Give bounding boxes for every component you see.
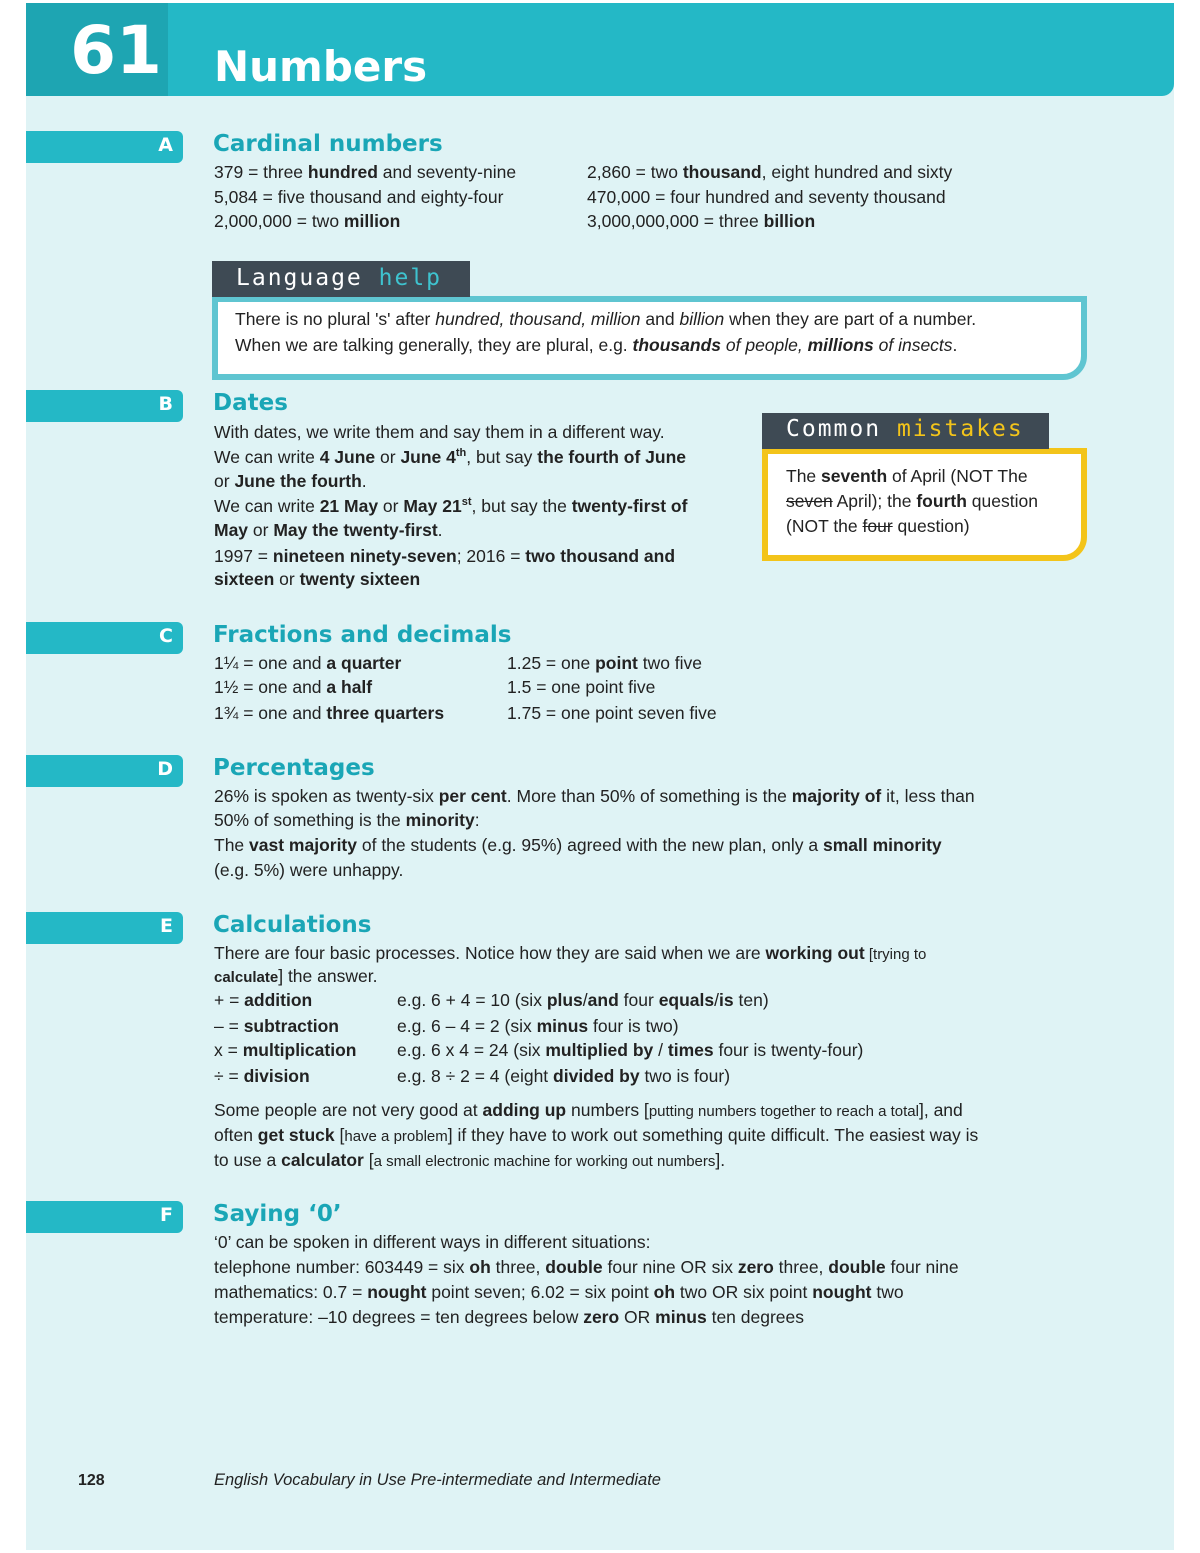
- fraction-row: 1½ = one and a half: [214, 677, 373, 697]
- common-mistakes-line: seven April); the fourth question: [786, 491, 1038, 511]
- saying-zero-line: ‘0’ can be spoken in different ways in different situations:: [214, 1232, 651, 1252]
- dates-line: or June the fourth.: [214, 471, 367, 491]
- section-letter: F: [160, 1204, 173, 1226]
- book-title: English Vocabulary in Use Pre-intermediate and Intermediate: [214, 1471, 661, 1489]
- decimal-row: 1.75 = one point seven five: [507, 703, 717, 723]
- calculation-example: e.g. 6 x 4 = 24 (six multiplied by / times four is twenty-four): [397, 1040, 864, 1060]
- cardinal-row: 3,000,000,000 = three billion: [587, 211, 816, 231]
- section-tab-e: [26, 912, 183, 944]
- calculations-paragraph: often get stuck [have a problem] if they have to work out something quite difficult. The easiest way is: [214, 1125, 979, 1145]
- calculation-example: e.g. 6 – 4 = 2 (six minus four is two): [397, 1016, 679, 1036]
- section-title-dates: Dates: [213, 390, 288, 416]
- section-letter: B: [158, 393, 173, 415]
- decimal-row: 1.25 = one point two five: [507, 653, 703, 673]
- calculation-term: x = multiplication: [214, 1040, 357, 1060]
- section-tab-d: [26, 755, 183, 787]
- decimal-row: 1.5 = one point five: [507, 677, 656, 697]
- page-number: 128: [78, 1472, 105, 1489]
- section-tab-b: [26, 390, 183, 422]
- calculation-term: – = subtraction: [214, 1016, 339, 1036]
- percentages-line: The vast majority of the students (e.g. 95%) agreed with the new plan, only a small minority: [214, 835, 942, 855]
- cardinal-row: 2,860 = two thousand, eight hundred and sixty: [587, 162, 953, 182]
- section-title-calculations: Calculations: [213, 912, 372, 938]
- section-title-saying-zero: Saying ‘0’: [213, 1201, 342, 1227]
- section-letter: C: [159, 625, 173, 647]
- calculations-intro: There are four basic processes. Notice how they are said when we are working out [trying to: [214, 943, 927, 963]
- language-help-tab: [212, 261, 470, 297]
- saying-zero-line: mathematics: 0.7 = nought point seven; 6.02 = six point oh two OR six point nought two: [214, 1282, 904, 1302]
- cardinal-row: 5,084 = five thousand and eighty-four: [214, 187, 504, 207]
- cardinal-row: 379 = three hundred and seventy-nine: [214, 162, 517, 182]
- section-title-fractions-and-decimals: Fractions and decimals: [213, 622, 512, 648]
- section-letter: A: [158, 134, 173, 156]
- language-help-line: When we are talking generally, they are plural, e.g. thousands of people, millions of insects.: [235, 335, 958, 355]
- dates-line: sixteen or twenty sixteen: [214, 569, 421, 589]
- dates-line: We can write 21 May or May 21st, but say the twenty-first of: [214, 496, 688, 516]
- common-mistakes-label: Common mistakes: [786, 416, 1024, 442]
- section-letter: E: [160, 915, 173, 937]
- unit-number: 61: [70, 12, 162, 89]
- calculations-paragraph: to use a calculator [a small electronic machine for working out numbers].: [214, 1150, 726, 1170]
- calculations-intro: calculate] the answer.: [214, 966, 378, 986]
- percentages-line: 26% is spoken as twenty-six per cent. More than 50% of something is the majority of it, less than: [214, 786, 975, 806]
- saying-zero-line: temperature: –10 degrees = ten degrees below zero OR minus ten degrees: [214, 1307, 805, 1327]
- calculation-term: + = addition: [214, 990, 313, 1010]
- cardinal-row: 2,000,000 = two million: [214, 211, 401, 231]
- common-mistakes-tab: [762, 413, 1049, 449]
- section-letter: D: [157, 758, 173, 780]
- percentages-line: 50% of something is the minority:: [214, 810, 480, 830]
- calculation-term: ÷ = division: [214, 1066, 310, 1086]
- dates-line: May or May the twenty-first.: [214, 520, 443, 540]
- common-mistakes-line: (NOT the four question): [786, 516, 970, 536]
- fraction-row: 1¼ = one and a quarter: [214, 653, 402, 673]
- saying-zero-line: telephone number: 603449 = six oh three, double four nine OR six zero three, double four nine: [214, 1257, 959, 1277]
- cardinal-row: 470,000 = four hundred and seventy thousand: [587, 187, 946, 207]
- common-mistakes-line: The seventh of April (NOT The: [786, 466, 1028, 486]
- dates-line: With dates, we write them and say them in a different way.: [214, 422, 665, 442]
- calculation-example: e.g. 8 ÷ 2 = 4 (eight divided by two is four): [397, 1066, 731, 1086]
- fraction-row: 1¾ = one and three quarters: [214, 703, 445, 723]
- dates-line: We can write 4 June or June 4th, but say the fourth of June: [214, 447, 687, 467]
- language-help-line: There is no plural 's' after hundred, thousand, million and billion when they are part of a number.: [235, 309, 977, 329]
- section-title-cardinal-numbers: Cardinal numbers: [213, 131, 443, 157]
- section-tab-a: [26, 131, 183, 163]
- dates-line: 1997 = nineteen ninety-seven; 2016 = two thousand and: [214, 546, 676, 566]
- section-tab-c: [26, 622, 183, 654]
- section-tab-f: [26, 1201, 183, 1233]
- language-help-label: Language help: [236, 265, 443, 291]
- unit-title: Numbers: [214, 42, 428, 91]
- calculations-paragraph: Some people are not very good at adding up numbers [putting numbers together to reach a total], and: [214, 1100, 963, 1120]
- percentages-line: (e.g. 5%) were unhappy.: [214, 860, 404, 880]
- calculation-example: e.g. 6 + 4 = 10 (six plus/and four equals/is ten): [397, 990, 769, 1010]
- section-title-percentages: Percentages: [213, 755, 375, 781]
